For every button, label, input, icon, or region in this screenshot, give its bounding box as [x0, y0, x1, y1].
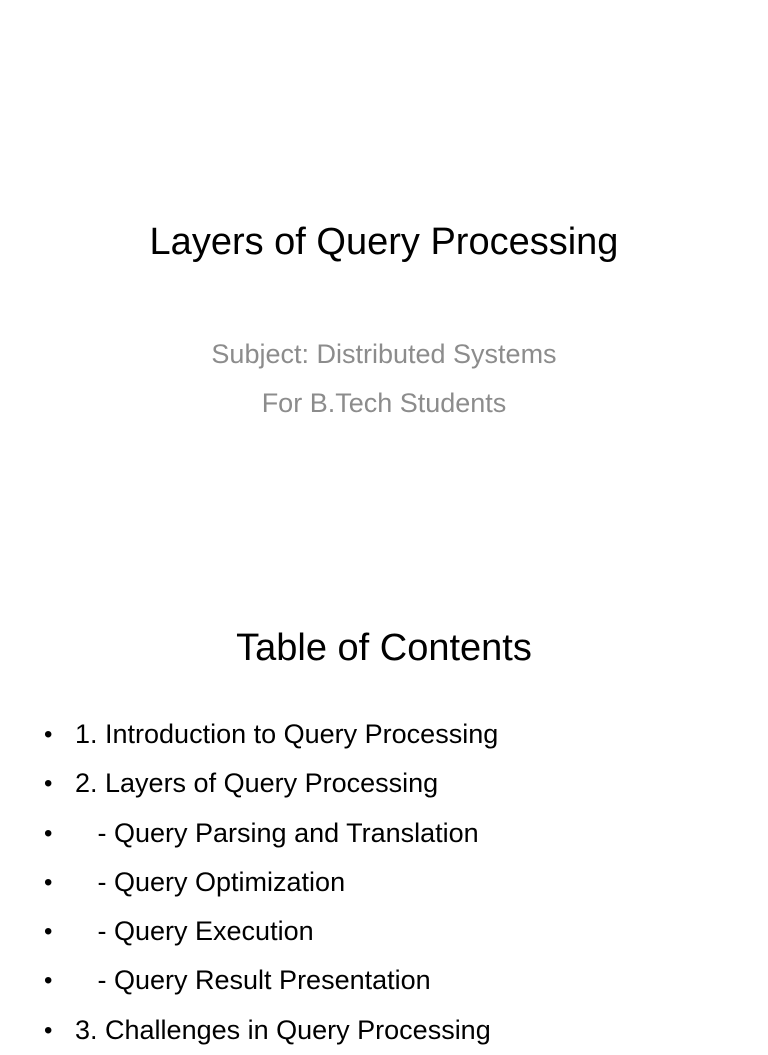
subtitle-audience: For B.Tech Students	[261, 388, 507, 418]
subtitle-subject: Subject: Distributed Systems	[211, 339, 557, 369]
toc-item-text: 2. Layers of Query Processing	[75, 768, 439, 799]
toc-item-text: - Query Parsing and Translation	[75, 817, 479, 848]
slide-title: Layers of Query Processing	[149, 221, 619, 263]
bullet-icon: •	[44, 967, 53, 995]
bullet-icon: •	[44, 721, 53, 748]
toc-item	[0, 759, 768, 808]
toc-item-text: - Query Result Presentation	[75, 965, 431, 996]
toc-item	[0, 858, 768, 907]
toc-heading: Table of Contents	[236, 627, 532, 669]
bullet-icon: •	[44, 868, 53, 896]
bullet-icon: •	[44, 819, 53, 847]
toc-item-text: 1. Introduction to Query Processing	[75, 719, 499, 749]
bullet-icon: •	[44, 918, 53, 946]
toc-item	[0, 956, 768, 1005]
toc-item	[0, 1006, 768, 1055]
toc-item	[0, 907, 768, 956]
toc-item-text: - Query Execution	[75, 916, 314, 947]
bullet-icon: •	[44, 1016, 53, 1044]
toc-item	[0, 809, 768, 858]
toc-item-text: - Query Optimization	[75, 866, 346, 897]
toc-item-text: 3. Challenges in Query Processing	[75, 1014, 491, 1045]
toc-item	[0, 710, 768, 759]
toc-slide	[0, 576, 768, 1045]
toc-list	[0, 710, 768, 1055]
slide-subtitle	[0, 330, 768, 428]
bullet-icon: •	[44, 770, 53, 798]
